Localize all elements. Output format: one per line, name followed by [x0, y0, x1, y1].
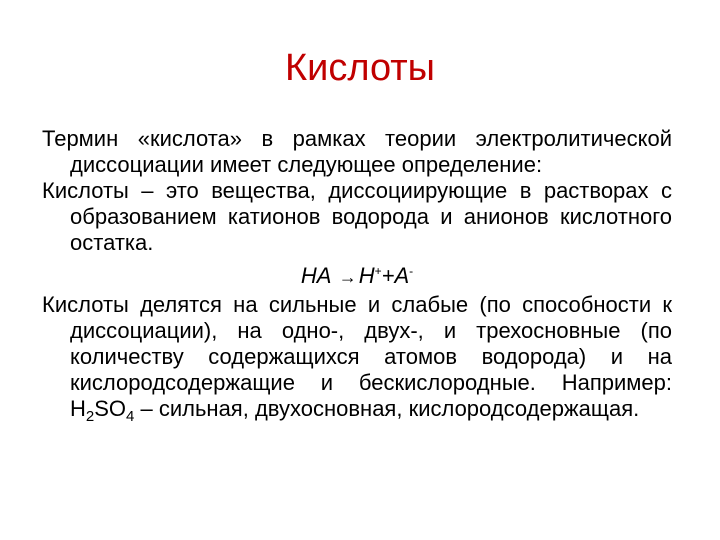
- dissociation-formula: [42, 256, 672, 292]
- formula-anion-charge: -: [409, 264, 414, 278]
- formula-reactant: HA: [300, 263, 331, 288]
- paragraph-acid-definition: Кислоты – это вещества, диссоциирующие в растворах с образованием катионов водорода и анионов кислотного остатка.: [42, 178, 672, 255]
- example-formula-h: H: [70, 396, 86, 421]
- example-formula-h-subscript: 2: [85, 408, 95, 425]
- example-formula-so-subscript: 4: [126, 408, 135, 425]
- paragraph-acid-classification: [42, 292, 672, 430]
- example-description: – сильная, двухосновная, кислородсодержащая.: [134, 396, 640, 421]
- slide-title: Кислоты: [285, 47, 435, 89]
- arrow-icon: →: [338, 267, 357, 287]
- formula-anion: A: [394, 263, 410, 288]
- formula-cation: H: [358, 263, 375, 288]
- formula-cation-charge: +: [374, 264, 382, 278]
- slide-body: [42, 126, 672, 430]
- paragraph-definition-intro: Термин «кислота» в рамках теории электролитической диссоциации имеет следующее определение:: [42, 126, 672, 177]
- example-formula-so: SO: [94, 396, 127, 421]
- classification-text: Кислоты делятся на сильные и слабые (по способности к диссоциации), на одно-, двух-, и трехосновные (по количеству содержащихся атомов водорода) и на кислородсодержащие и бескислородные. Например:: [42, 292, 672, 395]
- formula-plus: +: [381, 263, 395, 288]
